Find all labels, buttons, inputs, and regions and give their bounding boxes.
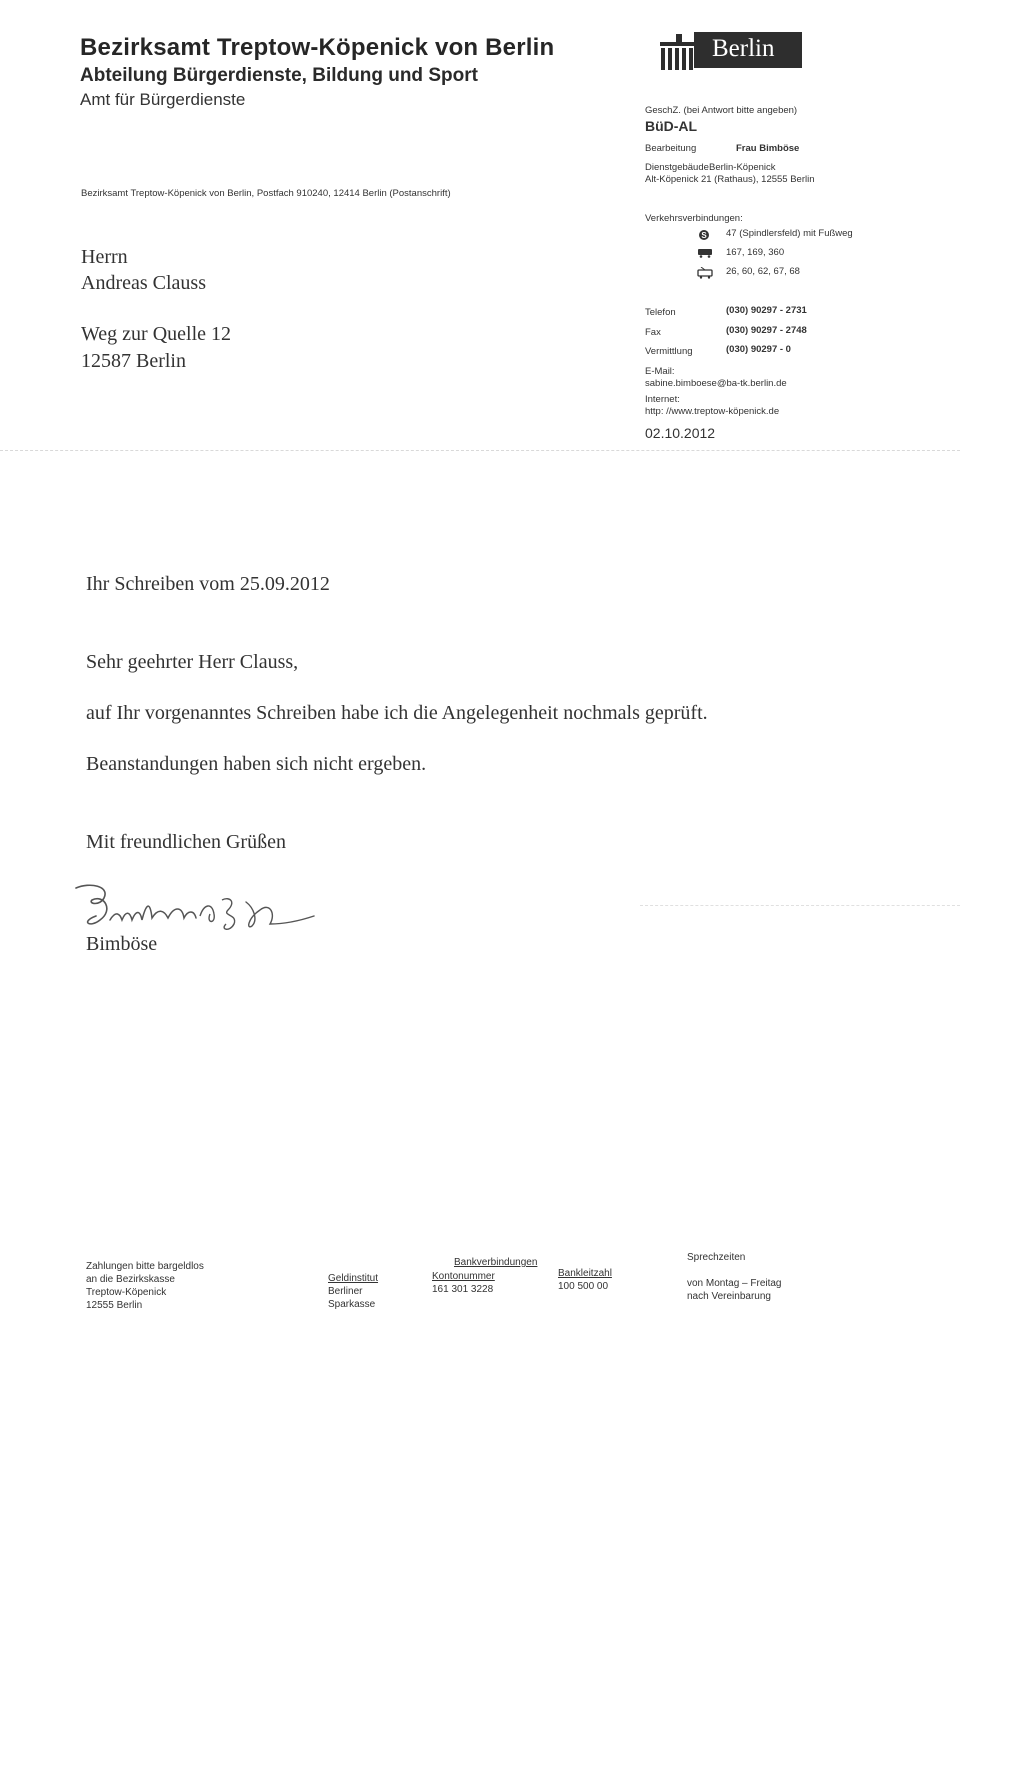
footer-hours-line-1: von Montag – Freitag: [687, 1278, 782, 1289]
letter-paragraph-2: Beanstandungen haben sich nicht ergeben.: [86, 753, 427, 775]
fold-mark-2: [640, 905, 960, 906]
recipient-street: Weg zur Quelle 12: [81, 323, 231, 345]
recipient-city: 12587 Berlin: [81, 350, 186, 372]
footer-institute-line-2: Sparkasse: [328, 1299, 376, 1310]
department-name: Abteilung Bürgerdienste, Bildung und Sport: [80, 65, 478, 86]
letter-paragraph-1: auf Ihr vorgenanntes Schreiben habe ich die Angelegenheit nochmals geprüft.: [86, 702, 708, 724]
footer-hours-header: Sprechzeiten: [687, 1252, 746, 1263]
switchboard-value: (030) 90297 - 0: [726, 344, 791, 355]
switchboard-label: Vermittlung: [645, 346, 693, 357]
signer-name: Bimböse: [86, 933, 158, 955]
footer-account-value: 161 301 3228: [432, 1284, 494, 1295]
phone-value: (030) 90297 - 2731: [726, 305, 807, 316]
fax-value: (030) 90297 - 2748: [726, 325, 807, 336]
handled-value: Frau Bimböse: [736, 143, 800, 154]
fax-label: Fax: [645, 327, 661, 338]
tram-icon: [697, 267, 711, 279]
transit-sbahn: 47 (Spindlersfeld) mit Fußweg: [726, 228, 853, 239]
recipient-salutation: Herrn: [81, 246, 128, 268]
building-line-2: Alt-Köpenick 21 (Rathaus), 12555 Berlin: [645, 174, 815, 185]
office-name: Amt für Bürgerdienste: [80, 90, 246, 109]
footer-payment-line-3: Treptow-Köpenick: [86, 1287, 167, 1298]
logo-text: Berlin: [712, 35, 775, 62]
reference-value: BüD-AL: [645, 118, 698, 134]
footer-blz-header: Bankleitzahl: [558, 1268, 612, 1279]
transit-label: Verkehrsverbindungen:: [645, 213, 743, 224]
handled-label: Bearbeitung: [645, 143, 697, 154]
fold-mark: [0, 450, 960, 451]
sbahn-icon: [697, 229, 711, 241]
postal-address-line: Bezirksamt Treptow-Köpenick von Berlin, Postfach 910240, 12414 Berlin (Postanschrift): [81, 188, 451, 199]
phone-label: Telefon: [645, 307, 676, 318]
footer-payment-line-4: 12555 Berlin: [86, 1300, 143, 1311]
building-line-1: Berlin-Köpenick: [709, 162, 776, 173]
letter-subject: Ihr Schreiben vom 25.09.2012: [86, 573, 330, 595]
footer-institute-header: Geldinstitut: [328, 1273, 379, 1284]
internet-label: Internet:: [645, 394, 680, 405]
letter-date: 02.10.2012: [645, 425, 716, 441]
email-label: E-Mail:: [645, 366, 675, 377]
footer-account-header: Kontonummer: [432, 1271, 495, 1282]
transit-bus: 167, 169, 360: [726, 247, 785, 258]
reference-label: GeschZ. (bei Antwort bitte angeben): [645, 105, 798, 116]
footer-institute-line-1: Berliner: [328, 1286, 363, 1297]
footer-bank-header: Bankverbindungen: [454, 1257, 538, 1268]
footer-payment-line-2: an die Bezirkskasse: [86, 1274, 175, 1285]
internet-value: http: //www.treptow-köpenick.de: [645, 406, 780, 417]
bus-icon: [697, 248, 711, 260]
footer-hours-line-2: nach Vereinbarung: [687, 1291, 771, 1302]
email-value: sabine.bimboese@ba-tk.berlin.de: [645, 378, 787, 389]
svg-text:S: S: [701, 231, 707, 240]
berlin-logo: [660, 30, 802, 74]
building-label: Dienstgebäude: [645, 162, 709, 173]
recipient-name: Andreas Clauss: [81, 272, 206, 294]
transit-tram: 26, 60, 62, 67, 68: [726, 266, 800, 277]
letter-greeting: Sehr geehrter Herr Clauss,: [86, 651, 299, 673]
letter-closing: Mit freundlichen Grüßen: [86, 831, 286, 853]
footer-blz-value: 100 500 00: [558, 1281, 609, 1292]
organization-title: Bezirksamt Treptow-Köpenick von Berlin: [80, 34, 555, 61]
footer-payment-line-1: Zahlungen bitte bargeldlos: [86, 1261, 204, 1272]
